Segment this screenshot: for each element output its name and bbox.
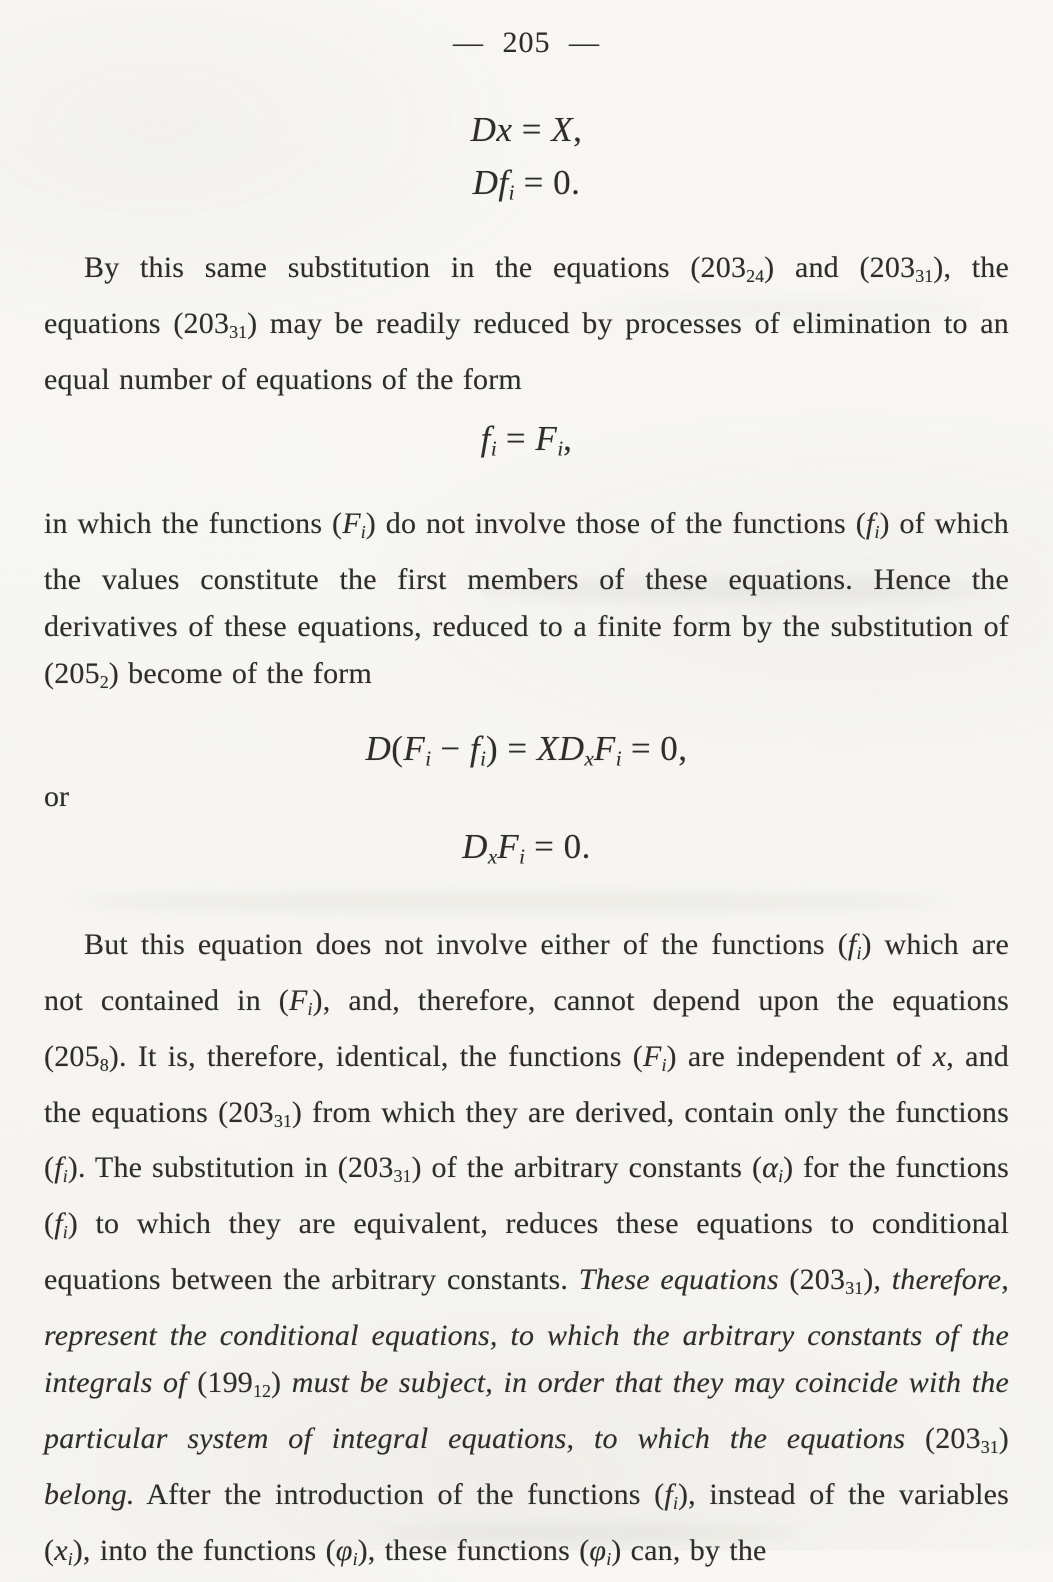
equation-dxFi-equals-0: DxFi = 0.: [462, 827, 591, 869]
equation-fi-equals-Fi: fi = Fi,: [480, 419, 573, 461]
equation-derivative: D(Fi − fi) = XDxFi = 0,: [365, 729, 688, 771]
paragraph-substitution: By this same substitution in the equations (20324) and (20331), the equations (20331) may be readily reduced by processes of elimination to an equal number of equations of the form: [44, 251, 1010, 396]
equation-dx-equals-X: Dx = X,: [470, 110, 583, 149]
scan-smudge: [70, 892, 950, 912]
or-connector: or: [44, 780, 69, 813]
paragraph-conclusion: But this equation does not involve either of the functions (fi) which are not contained in (Fi), and, therefore, cannot depend upon the equations (2058). It is, therefore, identical, the functions (Fi) are independent of x, and the equations (20331) from which they are derived, contain only the functions (fi). The substitution in (20331) of the arbitrary constants (αi) for the functions (fi) to which they are equivalent, reduces these equations to conditional equations between the arbitrary constants. These equations (20331), therefore, represent the conditional equations, to which the arbitrary constants of the integrals of (19912) must be subject, in order that they may coincide with the particular system of integral equations, to which the equations (20331) belong. After the introduction of the functions (fi), instead of the variables (xi), into the functions (φi), these functions (φi) can, by the: [44, 928, 1010, 1569]
paragraph-functions: in which the functions (Fi) do not involve those of the functions (fi) of which the values constitute the first members of these equations. Hence the derivatives of these equations, reduced to a finite form by the substitution of (2052) become of the form: [44, 507, 1009, 692]
page-number: — 205 —: [453, 26, 600, 59]
equation-dfi-equals-0: Dfi = 0.: [472, 163, 581, 205]
